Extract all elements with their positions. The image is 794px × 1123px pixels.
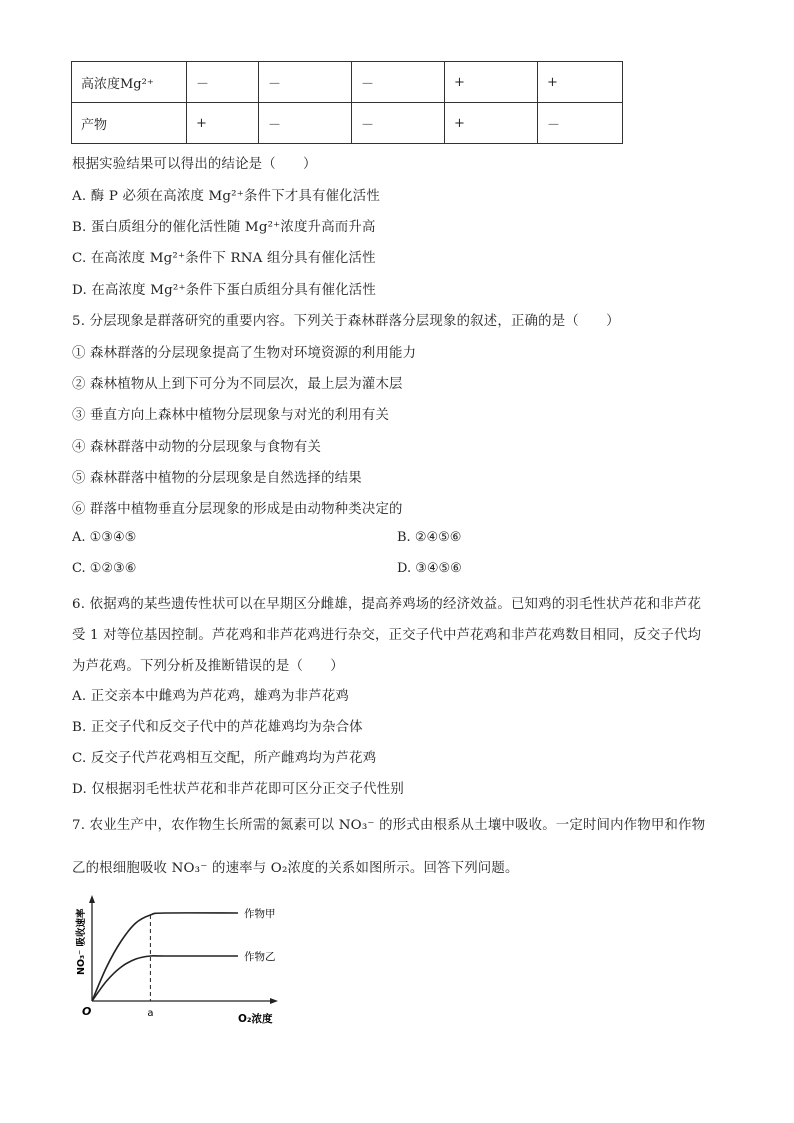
- table-cell: －: [538, 103, 623, 144]
- row-label: 产物: [72, 103, 187, 144]
- q5-stem: 5. 分层现象是群落研究的重要内容。下列关于森林群落分层现象的叙述，正确的是（ ）: [72, 314, 620, 329]
- q6-stem-line-3: 为芦花鸡。下列分析及推断错误的是（ ）: [72, 659, 344, 674]
- q5-option-c: C. ①②③⑥: [72, 561, 137, 576]
- q4-option-d: D. 在高浓度 Mg²⁺条件下蛋白质组分具有催化活性: [72, 283, 376, 298]
- table-cell: －: [259, 62, 352, 103]
- table-cell: －: [187, 62, 259, 103]
- q6-stem-line-1: 6. 依据鸡的某些遗传性状可以在早期区分雌雄，提高养鸡场的经济效益。已知鸡的羽毛性状芦花和非芦花: [72, 597, 702, 612]
- table-row: [72, 103, 623, 144]
- q5-statement-4: ④ 森林群落中动物的分层现象与食物有关: [72, 440, 322, 455]
- q5-option-a: A. ①③④⑤: [72, 530, 137, 545]
- q4-stem: 根据实验结果可以得出的结论是（ ）: [72, 157, 317, 172]
- q7-stem-line-2: 乙的根细胞吸收 NO₃⁻ 的速率与 O₂浓度的关系如图所示。回答下列问题。: [72, 861, 519, 876]
- absorption-rate-chart: [68, 893, 298, 1033]
- series-line-yi: [92, 956, 238, 1001]
- series-label-jia: 作物甲: [244, 908, 276, 920]
- q6-option-d: D. 仅根据羽毛性状芦花和非芦花即可区分正交子代性别: [72, 782, 404, 797]
- origin-label: O: [82, 1005, 92, 1018]
- q6-option-b: B. 正交子代和反交子代中的芦花雄鸡均为杂合体: [72, 720, 363, 735]
- q7-stem-line-1: 7. 农业生产中，农作物生长所需的氮素可以 NO₃⁻ 的形式由根系从土壤中吸收。一定时间内作物甲和作物: [72, 818, 706, 833]
- table-cell: +: [187, 103, 259, 144]
- q6-option-a: A. 正交亲本中雌鸡为芦花鸡，雄鸡为非芦花鸡: [72, 689, 350, 704]
- q5-statement-1: ① 森林群落的分层现象提高了生物对环境资源的利用能力: [72, 346, 417, 361]
- table-cell: +: [445, 62, 538, 103]
- x-marker-label: a: [147, 1008, 154, 1019]
- table-cell: －: [259, 103, 352, 144]
- q5-statement-2: ② 森林植物从上到下可分为不同层次，最上层为灌木层: [72, 377, 403, 392]
- q4-option-a: A. 酶 P 必须在高浓度 Mg²⁺条件下才具有催化活性: [72, 189, 380, 204]
- y-axis-arrow: [89, 895, 95, 903]
- table-cell: +: [538, 62, 623, 103]
- q6-stem-line-2: 受 1 对等位基因控制。芦花鸡和非芦花鸡进行杂交，正交子代中芦花鸡和非芦花鸡数目相同，反交子代均: [72, 628, 702, 643]
- q5-option-b: B. ②④⑤⑥: [397, 530, 462, 545]
- q5-option-d: D. ③④⑤⑥: [397, 561, 462, 576]
- row-label: 高浓度Mg²⁺: [72, 62, 187, 103]
- x-axis-label: O₂浓度: [238, 1013, 273, 1025]
- q6-option-c: C. 反交子代芦花鸡相互交配，所产雌鸡均为芦花鸡: [72, 751, 377, 766]
- q5-statement-3: ③ 垂直方向上森林中植物分层现象与对光的利用有关: [72, 408, 390, 423]
- series-line-jia: [92, 913, 238, 1001]
- table-row: [72, 62, 623, 103]
- q5-statement-5: ⑤ 森林群落中植物的分层现象是自然选择的结果: [72, 471, 362, 486]
- q4-option-b: B. 蛋白质组分的催化活性随 Mg²⁺浓度升高而升高: [72, 220, 376, 235]
- table-cell: －: [352, 103, 445, 144]
- q4-option-c: C. 在高浓度 Mg²⁺条件下 RNA 组分具有催化活性: [72, 251, 376, 266]
- series-label-yi: 作物乙: [244, 951, 276, 963]
- experiment-table: [71, 61, 623, 144]
- x-axis-arrow: [270, 998, 278, 1004]
- table-cell: +: [445, 103, 538, 144]
- q5-statement-6: ⑥ 群落中植物垂直分层现象的形成是由动物种类决定的: [72, 502, 403, 517]
- y-axis-label: NO₃⁻ 吸收速率: [76, 908, 87, 975]
- table-cell: －: [352, 62, 445, 103]
